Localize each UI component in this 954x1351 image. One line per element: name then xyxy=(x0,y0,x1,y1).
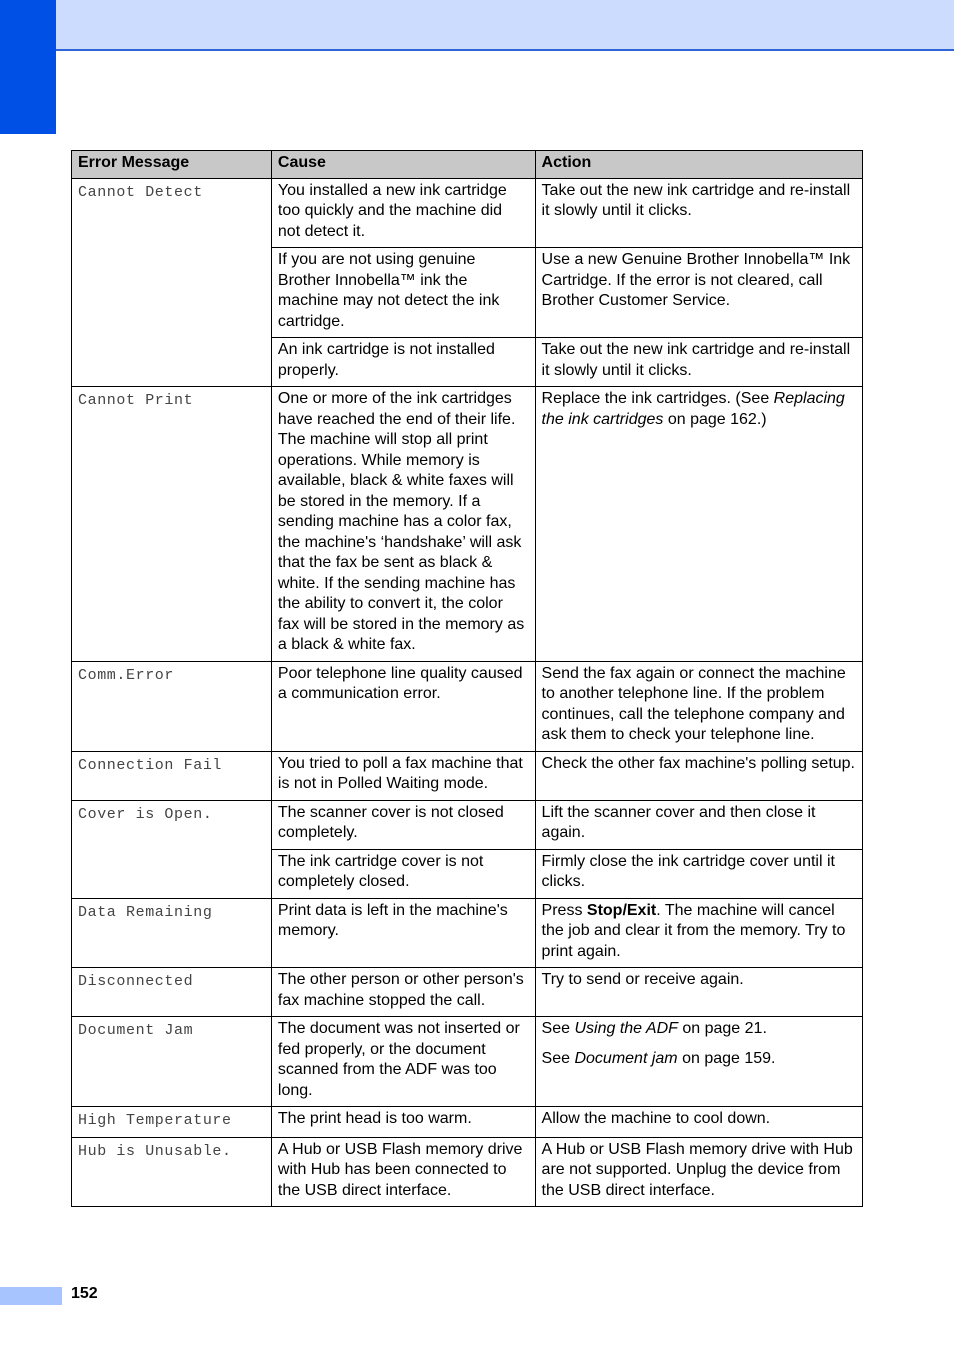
cross-reference: Using the ADF xyxy=(574,1020,678,1037)
action-text: Replace the ink cartridges. (See xyxy=(541,390,774,407)
action-text: . The machine will cancel the job and clear it from the memory. Try to print again. xyxy=(541,901,846,960)
error-cell xyxy=(72,800,272,898)
action-cell: Lift the scanner cover and then close it again. xyxy=(535,800,862,849)
action-cell: Send the fax again or connect the machine to another telephone line. If the problem continues, call the telephone company and ask them to check your telephone line. xyxy=(535,661,862,751)
error-cell xyxy=(72,178,272,387)
cause-cell: The print head is too warm. xyxy=(271,1107,535,1138)
cause-cell: An ink cartridge is not installed properly. xyxy=(271,338,535,387)
error-cell xyxy=(72,1107,272,1138)
header-band xyxy=(0,0,954,51)
error-message: Comm.Error xyxy=(78,666,175,684)
cross-reference: Document jam xyxy=(574,1049,678,1067)
table-row xyxy=(72,800,863,849)
action-text: See xyxy=(541,1020,575,1037)
cross-reference: Replacing the ink cartridges xyxy=(541,390,845,428)
cause-cell: You tried to poll a fax machine that is not in Polled Waiting mode. xyxy=(271,751,535,800)
action-cell: Check the other fax machine's polling setup. xyxy=(535,751,862,800)
header-action: Action xyxy=(535,151,862,179)
action-paragraph xyxy=(542,1049,856,1070)
cause-cell: The scanner cover is not closed completely. xyxy=(271,800,535,849)
cause-cell: If you are not using genuine Brother Innobella™ ink the machine may not detect the ink cartridge. xyxy=(271,248,535,338)
action-cell: Try to send or receive again. xyxy=(535,968,862,1017)
action-cell: Take out the new ink cartridge and re-install it slowly until it clicks. xyxy=(535,338,862,387)
table-row xyxy=(72,1017,863,1107)
action-cell: Firmly close the ink cartridge cover until it clicks. xyxy=(535,849,862,898)
error-cell xyxy=(72,1137,272,1207)
error-message: Data Remaining xyxy=(78,903,213,921)
action-cell xyxy=(535,1017,862,1107)
error-cell xyxy=(72,968,272,1017)
page-number: 152 xyxy=(71,1285,98,1302)
error-message: Document Jam xyxy=(78,1022,194,1039)
error-message: Hub is Unusable. xyxy=(78,1142,232,1160)
table-row xyxy=(72,1137,863,1207)
action-text: on page 21. xyxy=(677,1020,767,1037)
header-cause: Cause xyxy=(271,151,535,179)
error-message: Cannot Print xyxy=(78,392,194,409)
cause-cell: A Hub or USB Flash memory drive with Hub has been connected to the USB direct interface. xyxy=(271,1137,535,1207)
error-cell xyxy=(72,661,272,751)
table-row xyxy=(72,661,863,751)
error-message: Connection Fail xyxy=(78,756,223,774)
cause-cell: One or more of the ink cartridges have reached the end of their life. The machine will stop all print operations. While memory is available, black & white faxes will be stored in the memory. If a sending machine has a color fax, the machine's ‘handshake’ will ask that the fax be sent as black & white. If the sending machine has the ability to convert it, the color fax will be stored in the memory as a black & white fax. xyxy=(271,387,535,662)
error-cell xyxy=(72,1017,272,1107)
header-error-message: Error Message xyxy=(72,151,272,179)
error-message: Cover is Open. xyxy=(78,805,213,823)
error-message: Disconnected xyxy=(78,973,194,990)
action-cell xyxy=(535,898,862,968)
cause-cell: The other person or other person's fax machine stopped the call. xyxy=(271,968,535,1017)
error-message-table xyxy=(71,150,863,1207)
action-cell xyxy=(535,387,862,662)
chapter-tab xyxy=(0,0,56,134)
cause-cell: Poor telephone line quality caused a communication error. xyxy=(271,661,535,751)
page-number-bar xyxy=(0,1287,62,1305)
table-row xyxy=(72,387,863,662)
action-cell: A Hub or USB Flash memory drive with Hub are not supported. Unplug the device from the USB direct interface. xyxy=(535,1137,862,1207)
table-row xyxy=(72,968,863,1017)
cause-cell: The document was not inserted or fed properly, or the document scanned from the ADF was too long. xyxy=(271,1017,535,1107)
action-cell: Use a new Genuine Brother Innobella™ Ink Cartridge. If the error is not cleared, call Brother Customer Service. xyxy=(535,248,862,338)
action-text: Press xyxy=(541,901,587,919)
table-row xyxy=(72,898,863,968)
error-cell xyxy=(72,751,272,800)
error-cell xyxy=(72,898,272,968)
action-text: on page 159. xyxy=(677,1049,776,1067)
action-text: on page 162.) xyxy=(663,410,767,428)
cause-cell: You installed a new ink cartridge too quickly and the machine did not detect it. xyxy=(271,178,535,248)
action-cell: Take out the new ink cartridge and re-install it slowly until it clicks. xyxy=(535,178,862,248)
action-cell: Allow the machine to cool down. xyxy=(535,1107,862,1138)
table-row xyxy=(72,751,863,800)
cause-cell: The ink cartridge cover is not completely closed. xyxy=(271,849,535,898)
action-paragraph xyxy=(542,1019,856,1040)
error-message: High Temperature xyxy=(78,1112,232,1129)
table-header-row xyxy=(72,151,863,179)
table-row xyxy=(72,1107,863,1138)
table-row xyxy=(72,178,863,248)
cause-cell: Print data is left in the machine's memory. xyxy=(271,898,535,968)
action-text: See xyxy=(541,1049,575,1067)
error-message: Cannot Detect xyxy=(78,183,203,201)
key-name: Stop/Exit xyxy=(586,901,657,919)
error-cell xyxy=(72,387,272,662)
